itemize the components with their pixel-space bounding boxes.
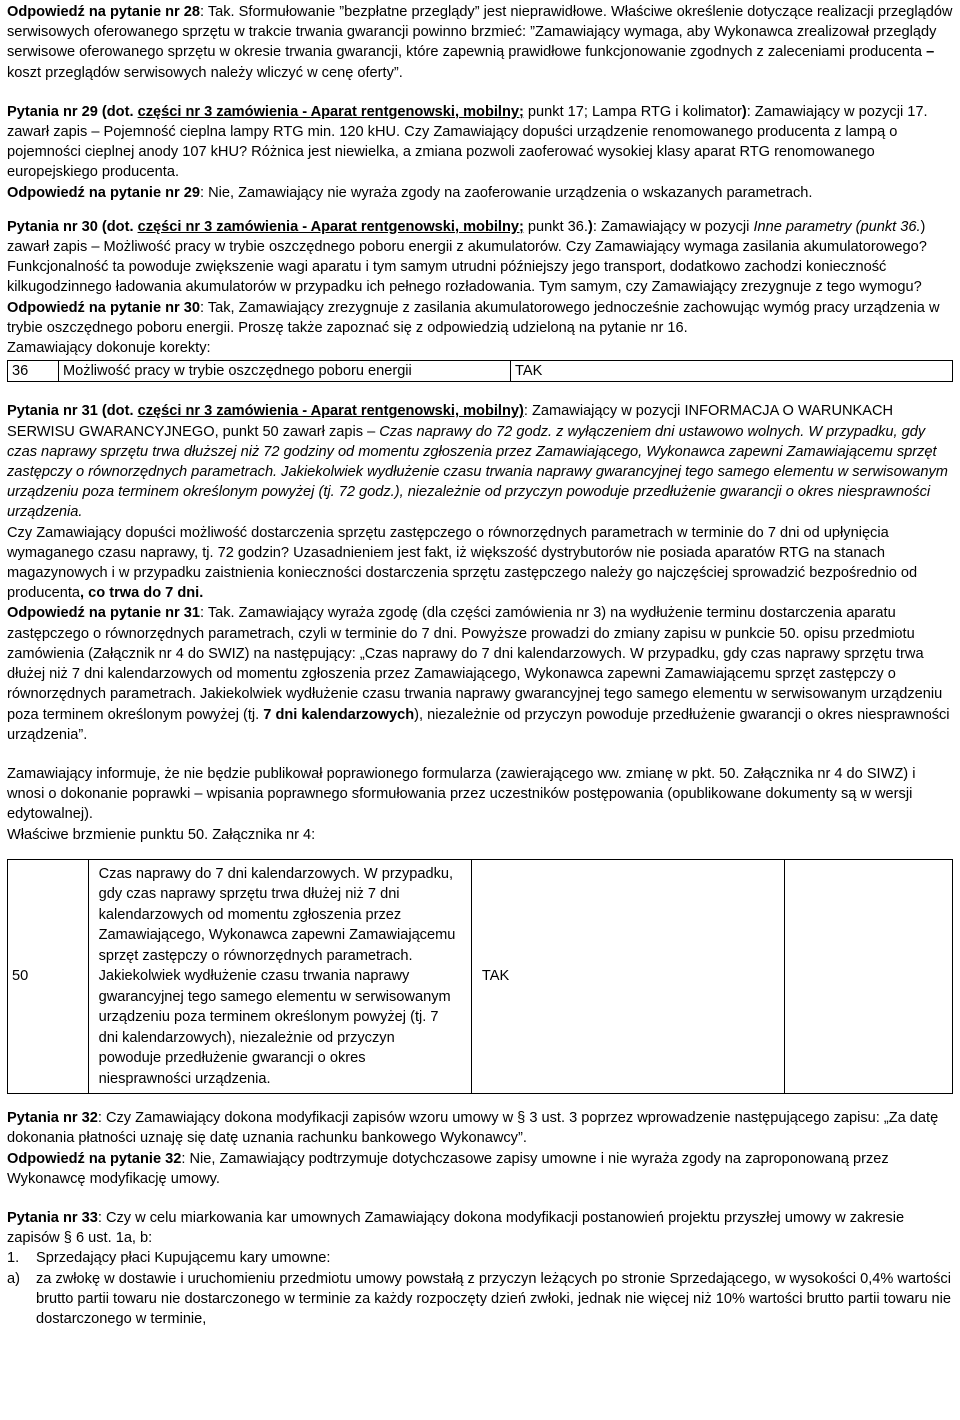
question-32-text: : Czy Zamawiający dokona modyfikacji zapisów wzoru umowy w § 3 ust. 3 poprzez wprowadzenie następującego zapisu: „Za datę dokonania płatności uznaję się datę uznania rachunku bankowego Wykonawcy”. [7, 1110, 939, 1147]
answer-28-dash: – [926, 44, 935, 61]
question-30-text-a: : Zamawiający w pozycji [592, 218, 754, 235]
question-31-text-b: Czy Zamawiający dopuści możliwość dostarczenia sprzętu zastępczego o równorzędnych parametrach w terminie do 7 dni od upłynięcia wymaganego czasu naprawy, tj. 72 godzin? Uzasadnieniem jest fakt, iż większość dystrybutorów nie posiada aparatów RTG na stanach magazynowych i w przypadku zaistnienia konieczności dostarczenia sprzętu zastępczego należy go najczęściej sprowadzić bezpośrednio od producenta [7, 524, 918, 602]
question-29-part: części nr 3 zamówienia - Aparat rentgenowski, mobilny; [137, 103, 524, 120]
question-30-label: Pytania nr 30 (dot. [7, 218, 134, 235]
question-30-text-b: ) zawarł zapis – Możliwość pracy w trybie oszczędnego poboru energii z akumulatorów. Czy Zamawiający wymaga zasilania akumulatorowego? Funkcjonalność ta powoduje zwiększenie wagi aparatu i tym samym utrudni późniejszy jego transport, dodatkowo zachodzi konieczność kilkugodzinnego ładowania akumulatorów w przypadku ich pełnego rozładowania. Tym samym, czy Zamawiający zrezygnuje z tego wymogu? [7, 218, 927, 296]
correction-table-36 [7, 360, 953, 382]
answer-29 [7, 183, 953, 203]
question-31-label: Pytania nr 31 (dot. [7, 403, 134, 420]
answer-29-text: : Nie, Zamawiający nie wyraża zgody na zaoferowanie urządzenia o wskazanych parametrach. [200, 184, 813, 201]
table-cell-empty [785, 859, 953, 1094]
answer-32 [7, 1149, 953, 1189]
table-row [8, 859, 953, 1094]
question-29-close: ) [741, 103, 747, 120]
table-cell-description: Czas naprawy do 7 dni kalendarzowych. W przypadku, gdy czas naprawy sprzętu trwa dłużej niż 7 dni kalendarzowych od momentu zgłoszenia przez Zamawiającego, Wykonawca zapewni Zamawiającemu sprzęt zastępczy o równorzędnych parametrach. Jakiekolwiek wydłużenie czasu trwania naprawy gwarancyjnej tego samego elementu w serwisowanym urządzeniu poza terminem określonym powyżej (tj. 7 dni kalendarzowych), niezależnie od przyczyn powoduje przedłużenie gwarancji o okres niesprawności urządzenia. [88, 859, 471, 1094]
answer-31-text: : Tak. Zamawiający wyraża zgodę (dla części zamówienia nr 3) na wydłużenie terminu dostarczenia aparatu zastępczego o równorzędnych parametrach, czyli w terminie do 7 dni. Powyższe prowadzi do zmiany zapisu w punkcie 50. opisu przedmiotu zamówienia (Załącznik nr 4 do SWIZ) na następujący: „Czas naprawy do 7 dni kalendarzowych. W przypadku, gdy czas naprawy sprzętu trwa dłużej niż 7 dni kalendarzowych od momentu zgłoszenia przez Zamawiającego, Wykonawca zapewni Zamawiającemu sprzęt zastępczy o równorzędnych parametrach. Jakiekolwiek wydłużenie czasu trwania naprawy gwarancyjnej tego samego elementu w serwisowanym urządzeniu poza terminem określonym powyżej (tj. [7, 605, 943, 723]
answer-32-text: : Nie, Zamawiający podtrzymuje dotychczasowe zapisy umowne i nie wyraża zgody na zaproponowaną przez Wykonawcę modyfikację umowy. [7, 1150, 889, 1187]
question-31-part: części nr 3 zamówienia - Aparat rentgenowski, mobilny) [137, 403, 524, 420]
question-31-italic: Czas naprawy do 72 godz. z wyłączeniem dni ustawowo wolnych. W przypadku, gdy czas naprawy sprzętu trwa dłuższej niż 72 godziny od momentu zgłoszenia przez Zamawiającego, Wykonawca zapewni Zamawiającemu sprzęt zastępczy o równorzędnych parametrach. Jakiekolwiek wydłużenie czasu trwania naprawy gwarancyjnej tego samego elementu w serwisowanym urządzeniu poza terminem określonym powyżej (tj. 72 godz.), niezależnie od przyczyn powoduje przedłużenie gwarancji o okres niesprawności urządzenia. [7, 423, 948, 521]
answer-30-label: Odpowiedź na pytanie nr 30 [7, 299, 200, 316]
table-cell-description: Możliwość pracy w trybie oszczędnego poboru energii [59, 361, 511, 382]
list-item-text: za zwłokę w dostawie i uruchomieniu przedmiotu umowy powstałą z przyczyn leżących po stronie Sprzedającego, w wysokości 0,4% wartości brutto partii towaru nie dostarczonego w terminie za każdy rozpoczęty dzień zwłoki, jednak nie więcej niż 10% wartości brutto partii towaru nie dostarczonego w terminie, [36, 1270, 951, 1328]
question-33-label: Pytania nr 33 [7, 1210, 98, 1227]
list-item [7, 1248, 953, 1268]
question-31-text-a: : Zamawiający w pozycji INFORMACJA O WARUNKACH SERWISU GWARANCYJNEGO, punkt 50 zawarł zapis – [7, 403, 894, 440]
question-29 [7, 102, 953, 183]
correction-table-50 [7, 859, 953, 1095]
correction-note: Zamawiający dokonuje korekty: [7, 340, 211, 357]
question-30-part: części nr 3 zamówienia - Aparat rentgenowski, mobilny; [137, 218, 524, 235]
list-item-number: a) [7, 1270, 20, 1287]
answer-28-tail: koszt przeglądów serwisowych należy wliczyć w cenę oferty”. [7, 64, 403, 81]
list-item [7, 1269, 953, 1330]
list-item-number: 1. [7, 1250, 20, 1267]
answer-30-text: : Tak, Zamawiający zrezygnuje z zasilania akumulatorowego jednocześnie zachowując wymóg pracy urządzenia w trybie oszczędnego poboru energii. Proszę także zapoznać się z odpowiedzią udzieloną na pytanie nr 16. [7, 299, 940, 336]
answer-31 [7, 603, 953, 744]
answer-28 [7, 2, 953, 83]
question-33 [7, 1208, 953, 1248]
question-31-followup [7, 523, 953, 604]
question-32 [7, 1108, 953, 1148]
question-30 [7, 217, 953, 298]
list-item-text: Sprzedający płaci Kupującemu kary umowne: [36, 1250, 331, 1267]
table-row [8, 361, 953, 382]
question-30-close: ) [587, 218, 593, 235]
answer-30 [7, 298, 953, 338]
answer-28-text: : Tak. Sformułowanie ”bezpłatne przeglądy” jest nieprawidłowe. Właściwe określenie dotyczące realizacji przeglądów serwisowych oferowanego sprzętu w trakcie trwania gwarancji powinno brzmieć: ”Zamawiający wymaga, aby Wykonawca zrealizował przeglądy serwisowe oferowanego sprzętu w okresie trwania gwarancji, które zapewnią prawidłowe funkcjonowanie zgodnych z zaleceniami producenta [7, 4, 953, 61]
question-32-label: Pytania nr 32 [7, 1110, 98, 1127]
table-cell-number: 36 [8, 361, 59, 382]
question-31-bold: , co trwa do 7 dni. [80, 585, 204, 602]
question-29-text: : Zamawiający w pozycji 17. zawarł zapis – Pojemność cieplna lampy RTG min. 120 kHU. Czy Zamawiający dopuści urządzenie renomowanego producenta z lampą o pojemności cieplnej anody 107 kHU? Różnica jest niewielka, a zmiana pozwoli zaoferować wysokiej klasy aparat RTG renomowanego europejskiego producenta. [7, 103, 928, 181]
answer-28-label: Odpowiedź na pytanie nr 28 [7, 4, 200, 20]
answer-31-label: Odpowiedź na pytanie nr 31 [7, 605, 200, 622]
table-cell-number: 50 [8, 859, 89, 1094]
answer-29-label: Odpowiedź na pytanie nr 29 [7, 184, 200, 201]
question-30-point: punkt 36. [523, 218, 588, 235]
answer-31-bold: 7 dni kalendarzowych [263, 706, 415, 723]
question-29-point: punkt 17; Lampa RTG i kolimator [523, 103, 742, 120]
table-cell-value: TAK [511, 361, 953, 382]
question-33-text: : Czy w celu miarkowania kar umownych Zamawiający dokona modyfikacji postanowień projektu przyszłej umowy w zakresie zapisów § 6 ust. 1a, b: [7, 1210, 905, 1247]
proper-wording-heading: Właściwe brzmienie punktu 50. Załącznika nr 4: [7, 826, 316, 843]
answer-31-tail: ), niezależnie od przyczyn powoduje przedłużenie gwarancji o okres niesprawności urządzenia”. [7, 706, 950, 743]
question-29-label: Pytania nr 29 (dot. [7, 103, 134, 120]
question-30-italic: Inne parametry (punkt 36. [753, 218, 921, 235]
table-cell-value: TAK [471, 859, 784, 1094]
answer-32-label: Odpowiedź na pytanie 32 [7, 1150, 182, 1167]
info-paragraph: Zamawiający informuje, że nie będzie publikował poprawionego formularza (zawierającego ww. zmianę w pkt. 50. Załącznika nr 4 do SIWZ) i wnosi o dokonanie poprawki – wpisania poprawnego sformułowania przez uczestników postępowania (opublikowane dokumenty są w wersji edytowalnej). [7, 765, 916, 823]
question-31 [7, 401, 953, 522]
